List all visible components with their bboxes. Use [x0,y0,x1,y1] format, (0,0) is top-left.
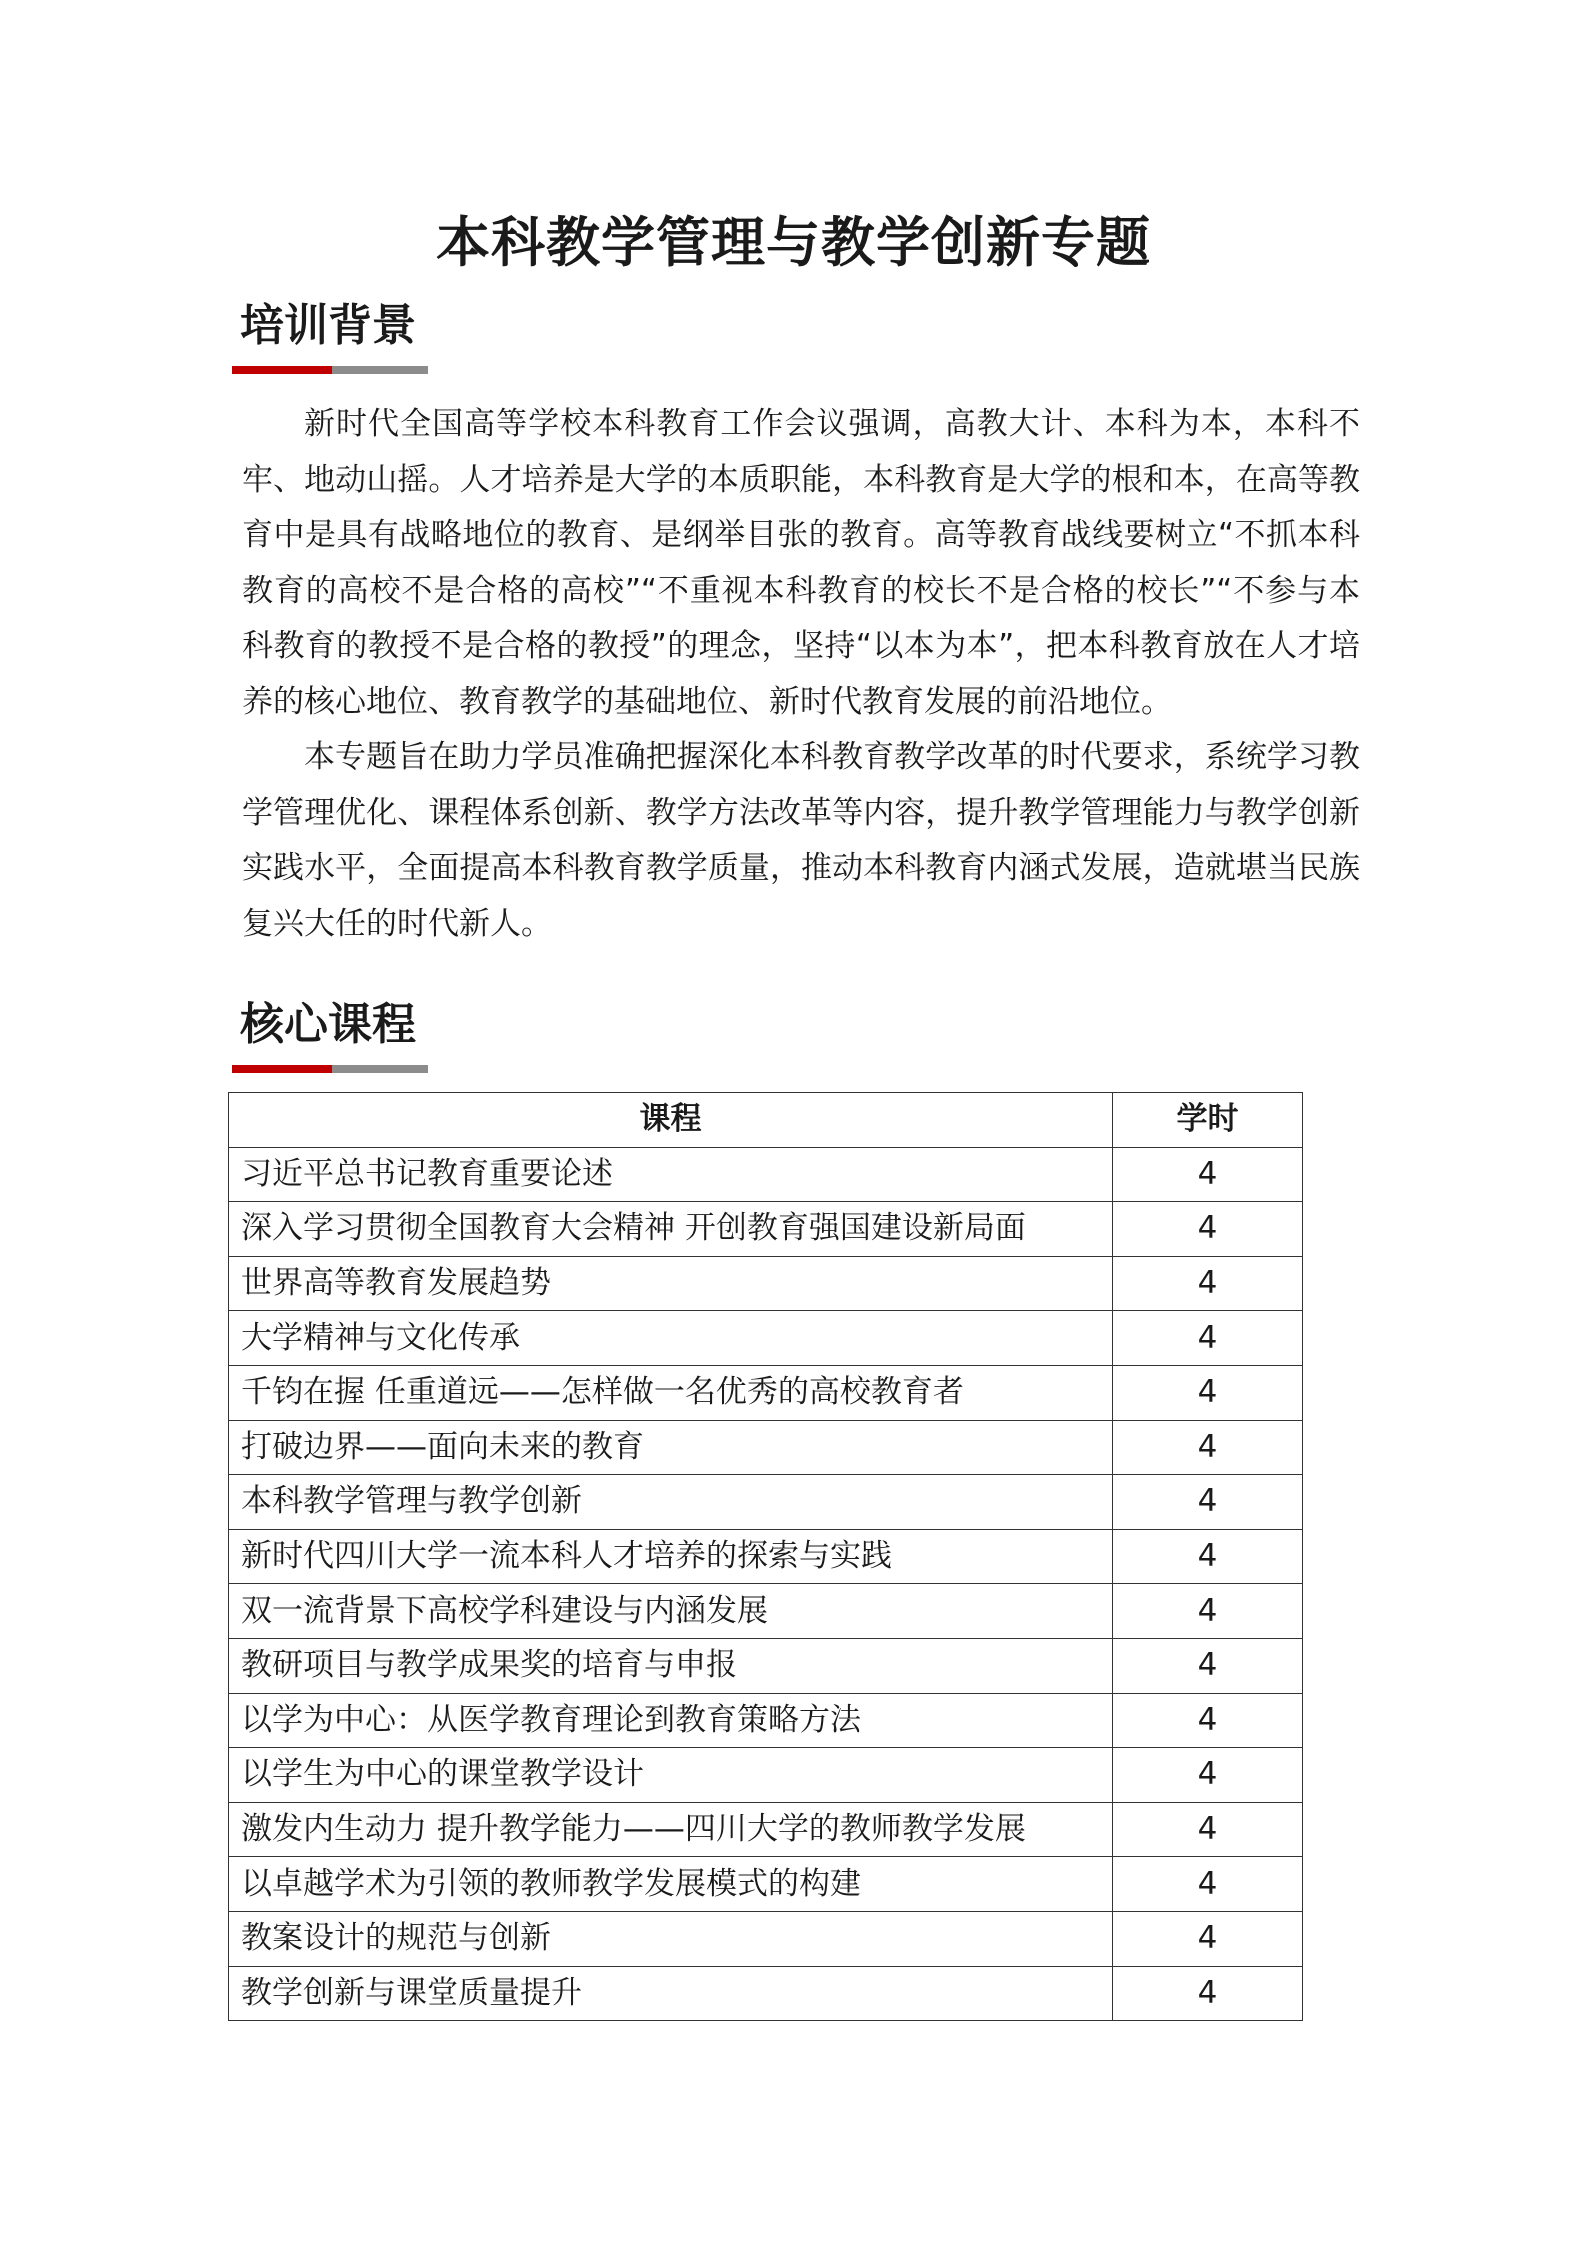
section-heading-background: 培训背景 [240,300,416,351]
underline-red-segment [232,1065,332,1073]
course-name: 教案设计的规范与创新 [229,1911,1113,1966]
course-hours: 4 [1113,1256,1303,1311]
course-name: 世界高等教育发展趋势 [229,1256,1113,1311]
heading-underline [232,366,428,374]
course-hours: 4 [1113,1420,1303,1475]
table-row [229,1256,1303,1311]
table-header-row [229,1093,1303,1148]
course-name: 以卓越学术为引领的教师教学发展模式的构建 [229,1857,1113,1912]
table-row [229,1748,1303,1803]
course-hours: 4 [1113,1147,1303,1202]
course-name: 深入学习贯彻全国教育大会精神 开创教育强国建设新局面 [229,1202,1113,1257]
course-name: 新时代四川大学一流本科人才培养的探索与实践 [229,1529,1113,1584]
course-table [228,1092,1303,2021]
table-row [229,1693,1303,1748]
course-name: 以学生为中心的课堂教学设计 [229,1748,1113,1803]
table-row [229,1475,1303,1530]
course-hours: 4 [1113,1311,1303,1366]
course-hours: 4 [1113,1365,1303,1420]
course-hours: 4 [1113,1202,1303,1257]
course-hours: 4 [1113,1529,1303,1584]
course-hours: 4 [1113,1966,1303,2021]
section-heading-courses: 核心课程 [240,999,416,1050]
column-header-hours: 学时 [1113,1093,1303,1148]
background-paragraph-2: 本专题旨在助力学员准确把握深化本科教育教学改革的时代要求，系统学习教学管理优化、课程体系创新、教学方法改革等内容，提升教学管理能力与教学创新实践水平，全面提高本科教育教学质量，推动本科教育内涵式发展，造就堪当民族复兴大任的时代新人。 [242,739,1360,942]
course-hours: 4 [1113,1857,1303,1912]
table-row [229,1966,1303,2021]
course-name: 以学为中心：从医学教育理论到教育策略方法 [229,1693,1113,1748]
table-row [229,1802,1303,1857]
column-header-course: 课程 [229,1093,1113,1148]
course-name: 打破边界——面向未来的教育 [229,1420,1113,1475]
table-row [229,1147,1303,1202]
background-paragraph-1: 新时代全国高等学校本科教育工作会议强调，高教大计、本科为本，本科不牢、地动山摇。人才培养是大学的本质职能，本科教育是大学的根和本，在高等教育中是具有战略地位的教育、是纲举目张的教育。高等教育战线要树立“不抓本科教育的高校不是合格的高校”“不重视本科教育的校长不是合格的校长”“不参与本科教育的教授不是合格的教授”的理念，坚持“以本为本”，把本科教育放在人才培养的核心地位、教育教学的基础地位、新时代教育发展的前沿地位。 [242,406,1360,720]
course-hours: 4 [1113,1475,1303,1530]
course-name: 双一流背景下高校学科建设与内涵发展 [229,1584,1113,1639]
course-hours: 4 [1113,1802,1303,1857]
heading-underline [232,1065,428,1073]
table-row [229,1638,1303,1693]
document-title: 本科教学管理与教学创新专题 [436,211,1151,274]
table-row [229,1911,1303,1966]
table-row [229,1311,1303,1366]
course-hours: 4 [1113,1693,1303,1748]
course-hours: 4 [1113,1911,1303,1966]
table-row [229,1365,1303,1420]
table-row [229,1857,1303,1912]
course-name: 教研项目与教学成果奖的培育与申报 [229,1638,1113,1693]
underline-red-segment [232,366,332,374]
table-row [229,1529,1303,1584]
course-hours: 4 [1113,1748,1303,1803]
course-name: 本科教学管理与教学创新 [229,1475,1113,1530]
table-row [229,1202,1303,1257]
table-row [229,1584,1303,1639]
course-name: 习近平总书记教育重要论述 [229,1147,1113,1202]
course-name: 大学精神与文化传承 [229,1311,1113,1366]
underline-gray-segment [332,1065,428,1073]
course-name: 千钧在握 任重道远——怎样做一名优秀的高校教育者 [229,1365,1113,1420]
course-name: 教学创新与课堂质量提升 [229,1966,1113,2021]
course-hours: 4 [1113,1638,1303,1693]
course-hours: 4 [1113,1584,1303,1639]
underline-gray-segment [332,366,428,374]
table-row [229,1420,1303,1475]
course-name: 激发内生动力 提升教学能力——四川大学的教师教学发展 [229,1802,1113,1857]
